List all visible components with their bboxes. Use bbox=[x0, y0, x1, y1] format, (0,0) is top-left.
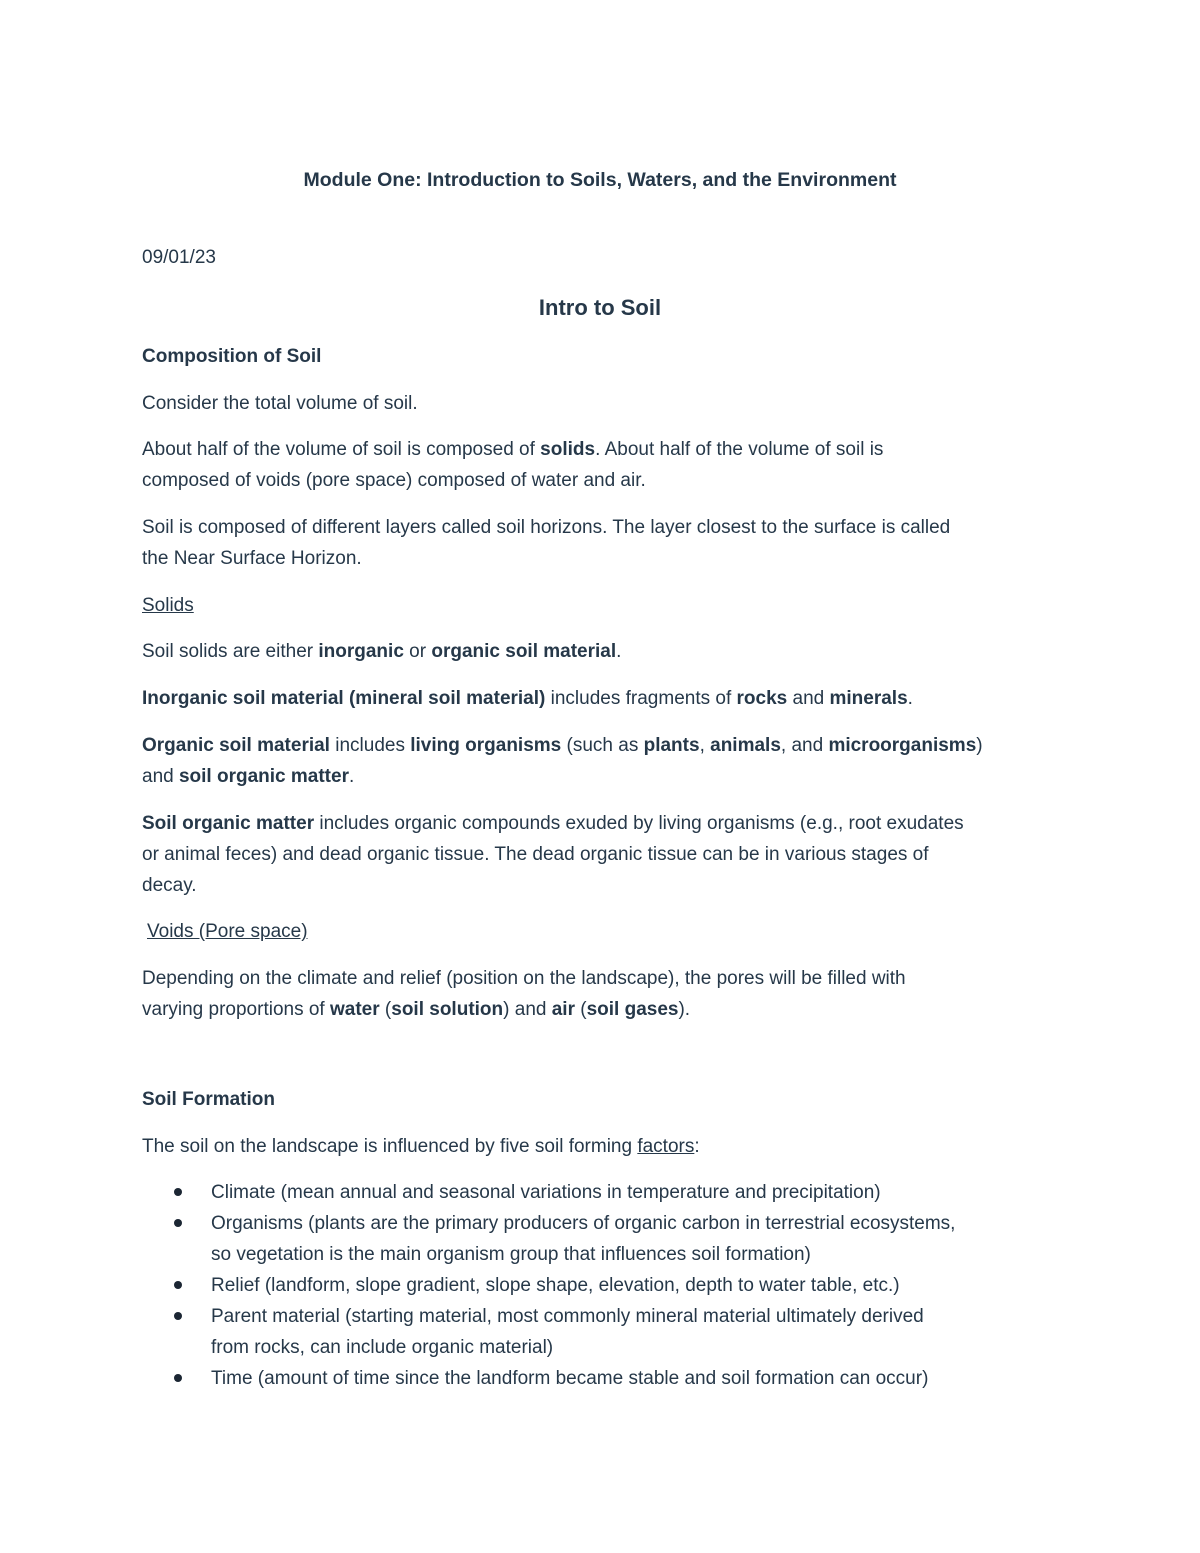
list-item-parent-material-line-1: Parent material (starting material, most commonly mineral material ultimately derived bbox=[211, 1306, 924, 1327]
bold-term: Inorganic soil material (mineral soil material) bbox=[142, 688, 546, 709]
text-run: ( bbox=[379, 999, 392, 1020]
voids-paragraph-line-1: Depending on the climate and relief (position on the landscape), the pores will be filled with bbox=[142, 968, 906, 989]
composition-paragraph-1: Consider the total volume of soil. bbox=[142, 393, 418, 414]
document-title: Module One: Introduction to Soils, Waters, and the Environment bbox=[303, 169, 897, 191]
composition-heading: Composition of Soil bbox=[142, 346, 322, 367]
bold-term: plants bbox=[643, 735, 700, 756]
underlined-term: factors bbox=[637, 1136, 695, 1157]
text-run: , and bbox=[780, 735, 829, 756]
bold-term: water bbox=[330, 999, 380, 1020]
list-item-organisms-line-1: Organisms (plants are the primary producers of organic carbon in terrestrial ecosystems, bbox=[211, 1213, 956, 1234]
text-run: ) and bbox=[503, 999, 552, 1020]
text-run: , bbox=[699, 735, 711, 756]
bold-term: soil organic matter bbox=[178, 766, 349, 787]
text-run: (such as bbox=[561, 735, 644, 756]
date-text: 09/01/23 bbox=[142, 247, 216, 268]
list-item-climate: Climate (mean annual and seasonal variations in temperature and precipitation) bbox=[211, 1182, 881, 1203]
voids-heading: Voids (Pore space) bbox=[147, 921, 308, 942]
text-run: Soil solids are either bbox=[142, 641, 319, 662]
section-title: Intro to Soil bbox=[538, 295, 662, 320]
text-run: ). bbox=[678, 999, 691, 1020]
text-run: : bbox=[694, 1136, 700, 1157]
bold-term: microorganisms bbox=[828, 735, 977, 756]
bold-term: rocks bbox=[736, 688, 788, 709]
text-run: and bbox=[787, 688, 830, 709]
text-run: . About half of the volume of soil is bbox=[595, 439, 884, 460]
bold-term: Organic soil material bbox=[142, 735, 330, 756]
bold-term: inorganic bbox=[318, 641, 404, 662]
bullet-icon bbox=[174, 1374, 182, 1382]
bullet-icon bbox=[174, 1281, 182, 1289]
formation-heading: Soil Formation bbox=[142, 1089, 275, 1110]
bold-term: soil solution bbox=[391, 999, 504, 1020]
bold-term: animals bbox=[710, 735, 781, 756]
list-item-organisms-line-2: so vegetation is the main organism group that influences soil formation) bbox=[211, 1244, 811, 1265]
text-run: . bbox=[907, 688, 913, 709]
bullet-icon bbox=[174, 1219, 182, 1227]
composition-paragraph-2-line-2: composed of voids (pore space) composed of water and air. bbox=[142, 470, 646, 491]
text-run: The soil on the landscape is influenced by five soil forming bbox=[142, 1136, 638, 1157]
text-run: includes bbox=[329, 735, 411, 756]
solids-paragraph-1 bbox=[142, 636, 621, 667]
composition-paragraph-3-line-2: the Near Surface Horizon. bbox=[142, 548, 362, 569]
formation-intro bbox=[142, 1131, 700, 1162]
composition-paragraph-3-line-1: Soil is composed of different layers called soil horizons. The layer closest to the surface is called bbox=[142, 517, 951, 538]
bullet-icon bbox=[174, 1312, 182, 1320]
solids-paragraph-4-line-1 bbox=[142, 808, 964, 839]
solids-heading: Solids bbox=[142, 595, 194, 616]
bold-term: air bbox=[551, 999, 575, 1020]
text-run: ) bbox=[976, 735, 983, 756]
list-item-parent-material-line-2: from rocks, can include organic material) bbox=[211, 1337, 554, 1358]
text-run: includes organic compounds exuded by living organisms (e.g., root exudates bbox=[314, 813, 964, 834]
solids-paragraph-4-line-3: decay. bbox=[142, 875, 197, 896]
bold-term: minerals bbox=[829, 688, 908, 709]
voids-paragraph-line-2 bbox=[142, 994, 690, 1025]
list-item-relief: Relief (landform, slope gradient, slope shape, elevation, depth to water table, etc.) bbox=[211, 1275, 900, 1296]
text-run: About half of the volume of soil is composed of bbox=[142, 439, 541, 460]
list-item-time: Time (amount of time since the landform became stable and soil formation can occur) bbox=[211, 1368, 929, 1389]
text-run: varying proportions of bbox=[142, 999, 330, 1020]
bold-term: organic soil material bbox=[431, 641, 617, 662]
bold-term: Soil organic matter bbox=[142, 813, 315, 834]
composition-paragraph-2-line-1 bbox=[142, 434, 883, 465]
text-run: and bbox=[142, 766, 179, 787]
text-run: or bbox=[403, 641, 432, 662]
solids-paragraph-3-line-1 bbox=[142, 730, 983, 761]
bullet-icon bbox=[174, 1188, 182, 1196]
text-run: . bbox=[616, 641, 622, 662]
solids-paragraph-2 bbox=[142, 683, 913, 714]
text-run: includes fragments of bbox=[545, 688, 737, 709]
text-run: ( bbox=[574, 999, 587, 1020]
solids-paragraph-3-line-2 bbox=[142, 761, 354, 792]
solids-paragraph-4-line-2: or animal feces) and dead organic tissue. The dead organic tissue can be in various stages of bbox=[142, 844, 929, 865]
text-run: . bbox=[348, 766, 355, 787]
bold-term: solids bbox=[540, 439, 596, 460]
bold-term: soil gases bbox=[586, 999, 679, 1020]
bold-term: living organisms bbox=[410, 735, 562, 756]
